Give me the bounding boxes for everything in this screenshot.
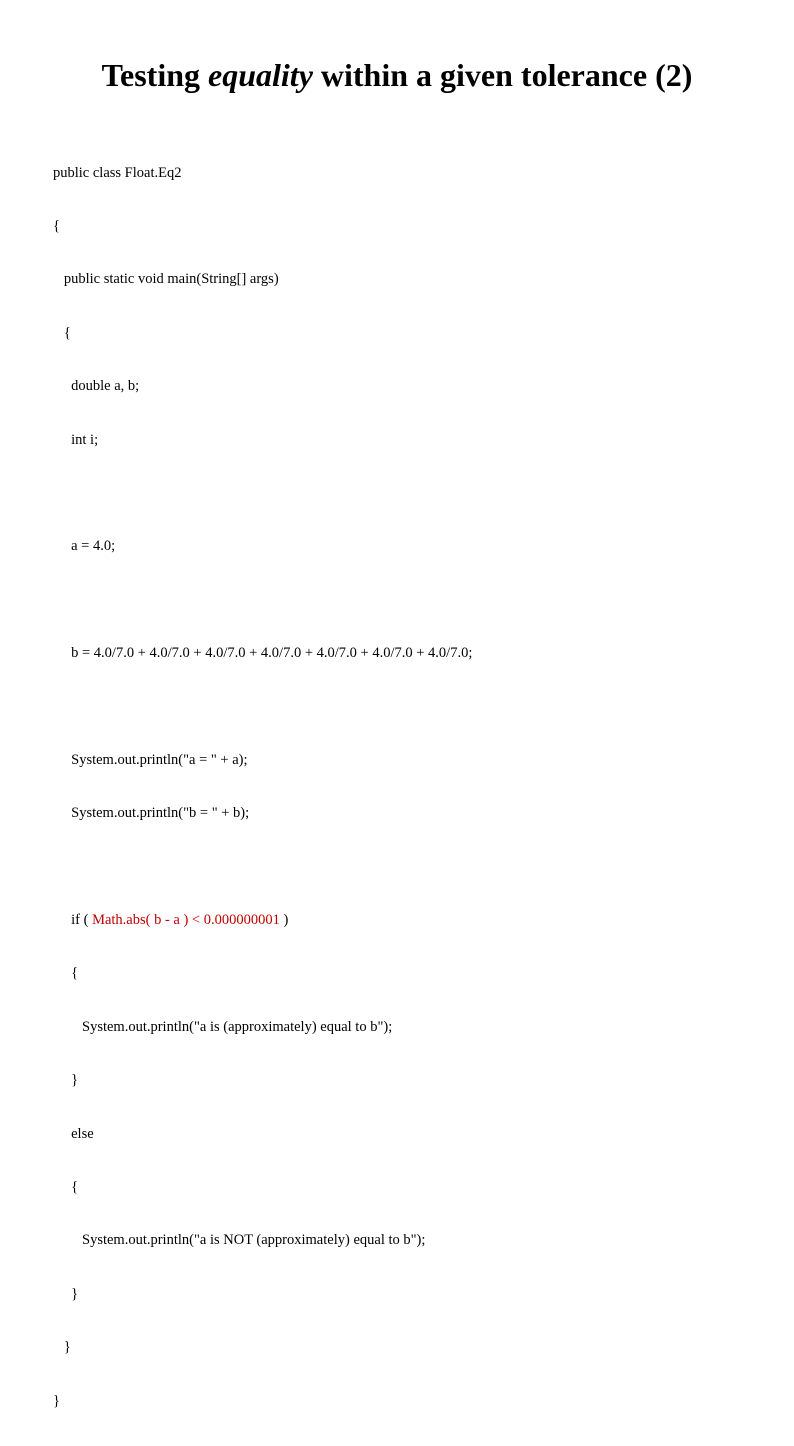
code-line: System.out.println("a = " + a); [53, 751, 248, 768]
code-line: System.out.println("a is (approximately) equal to b"); [53, 1018, 393, 1035]
code-line: b = 4.0/7.0 + 4.0/7.0 + 4.0/7.0 + 4.0/7.0 + 4.0/7.0 + 4.0/7.0 + 4.0/7.0; [53, 645, 473, 662]
code-line-condition [53, 912, 472, 930]
title-emphasis: equality [208, 57, 313, 93]
code-line: } [53, 1392, 60, 1409]
code-line: } [53, 1339, 71, 1356]
slide-title [0, 56, 794, 94]
code-line: { [53, 217, 60, 234]
code-blank-line [53, 859, 472, 877]
code-line: System.out.println("b = " + b); [53, 805, 250, 822]
condition-prefix: if ( [53, 912, 93, 929]
code-block [53, 129, 472, 1446]
code-line: int i; [53, 431, 99, 448]
code-line: { [53, 965, 79, 982]
code-line: { [53, 1179, 79, 1196]
code-blank-line [53, 699, 472, 717]
code-blank-line [53, 485, 472, 503]
code-line: { [53, 324, 71, 341]
condition-highlight: Math.abs( b - a ) < 0.000000001 [92, 912, 280, 929]
title-text-before: Testing [101, 57, 209, 93]
code-line: System.out.println("a is NOT (approximately) equal to b"); [53, 1232, 426, 1249]
code-line: double a, b; [53, 378, 140, 395]
code-line: } [53, 1072, 79, 1089]
title-text-after: within a given tolerance (2) [312, 57, 693, 93]
code-blank-line [53, 592, 472, 610]
code-line: public class Float.Eq2 [53, 164, 182, 181]
code-line: else [53, 1125, 94, 1142]
code-line: } [53, 1285, 79, 1302]
condition-suffix: ) [279, 912, 289, 929]
code-line: a = 4.0; [53, 538, 116, 555]
code-line: public static void main(String[] args) [53, 271, 279, 288]
